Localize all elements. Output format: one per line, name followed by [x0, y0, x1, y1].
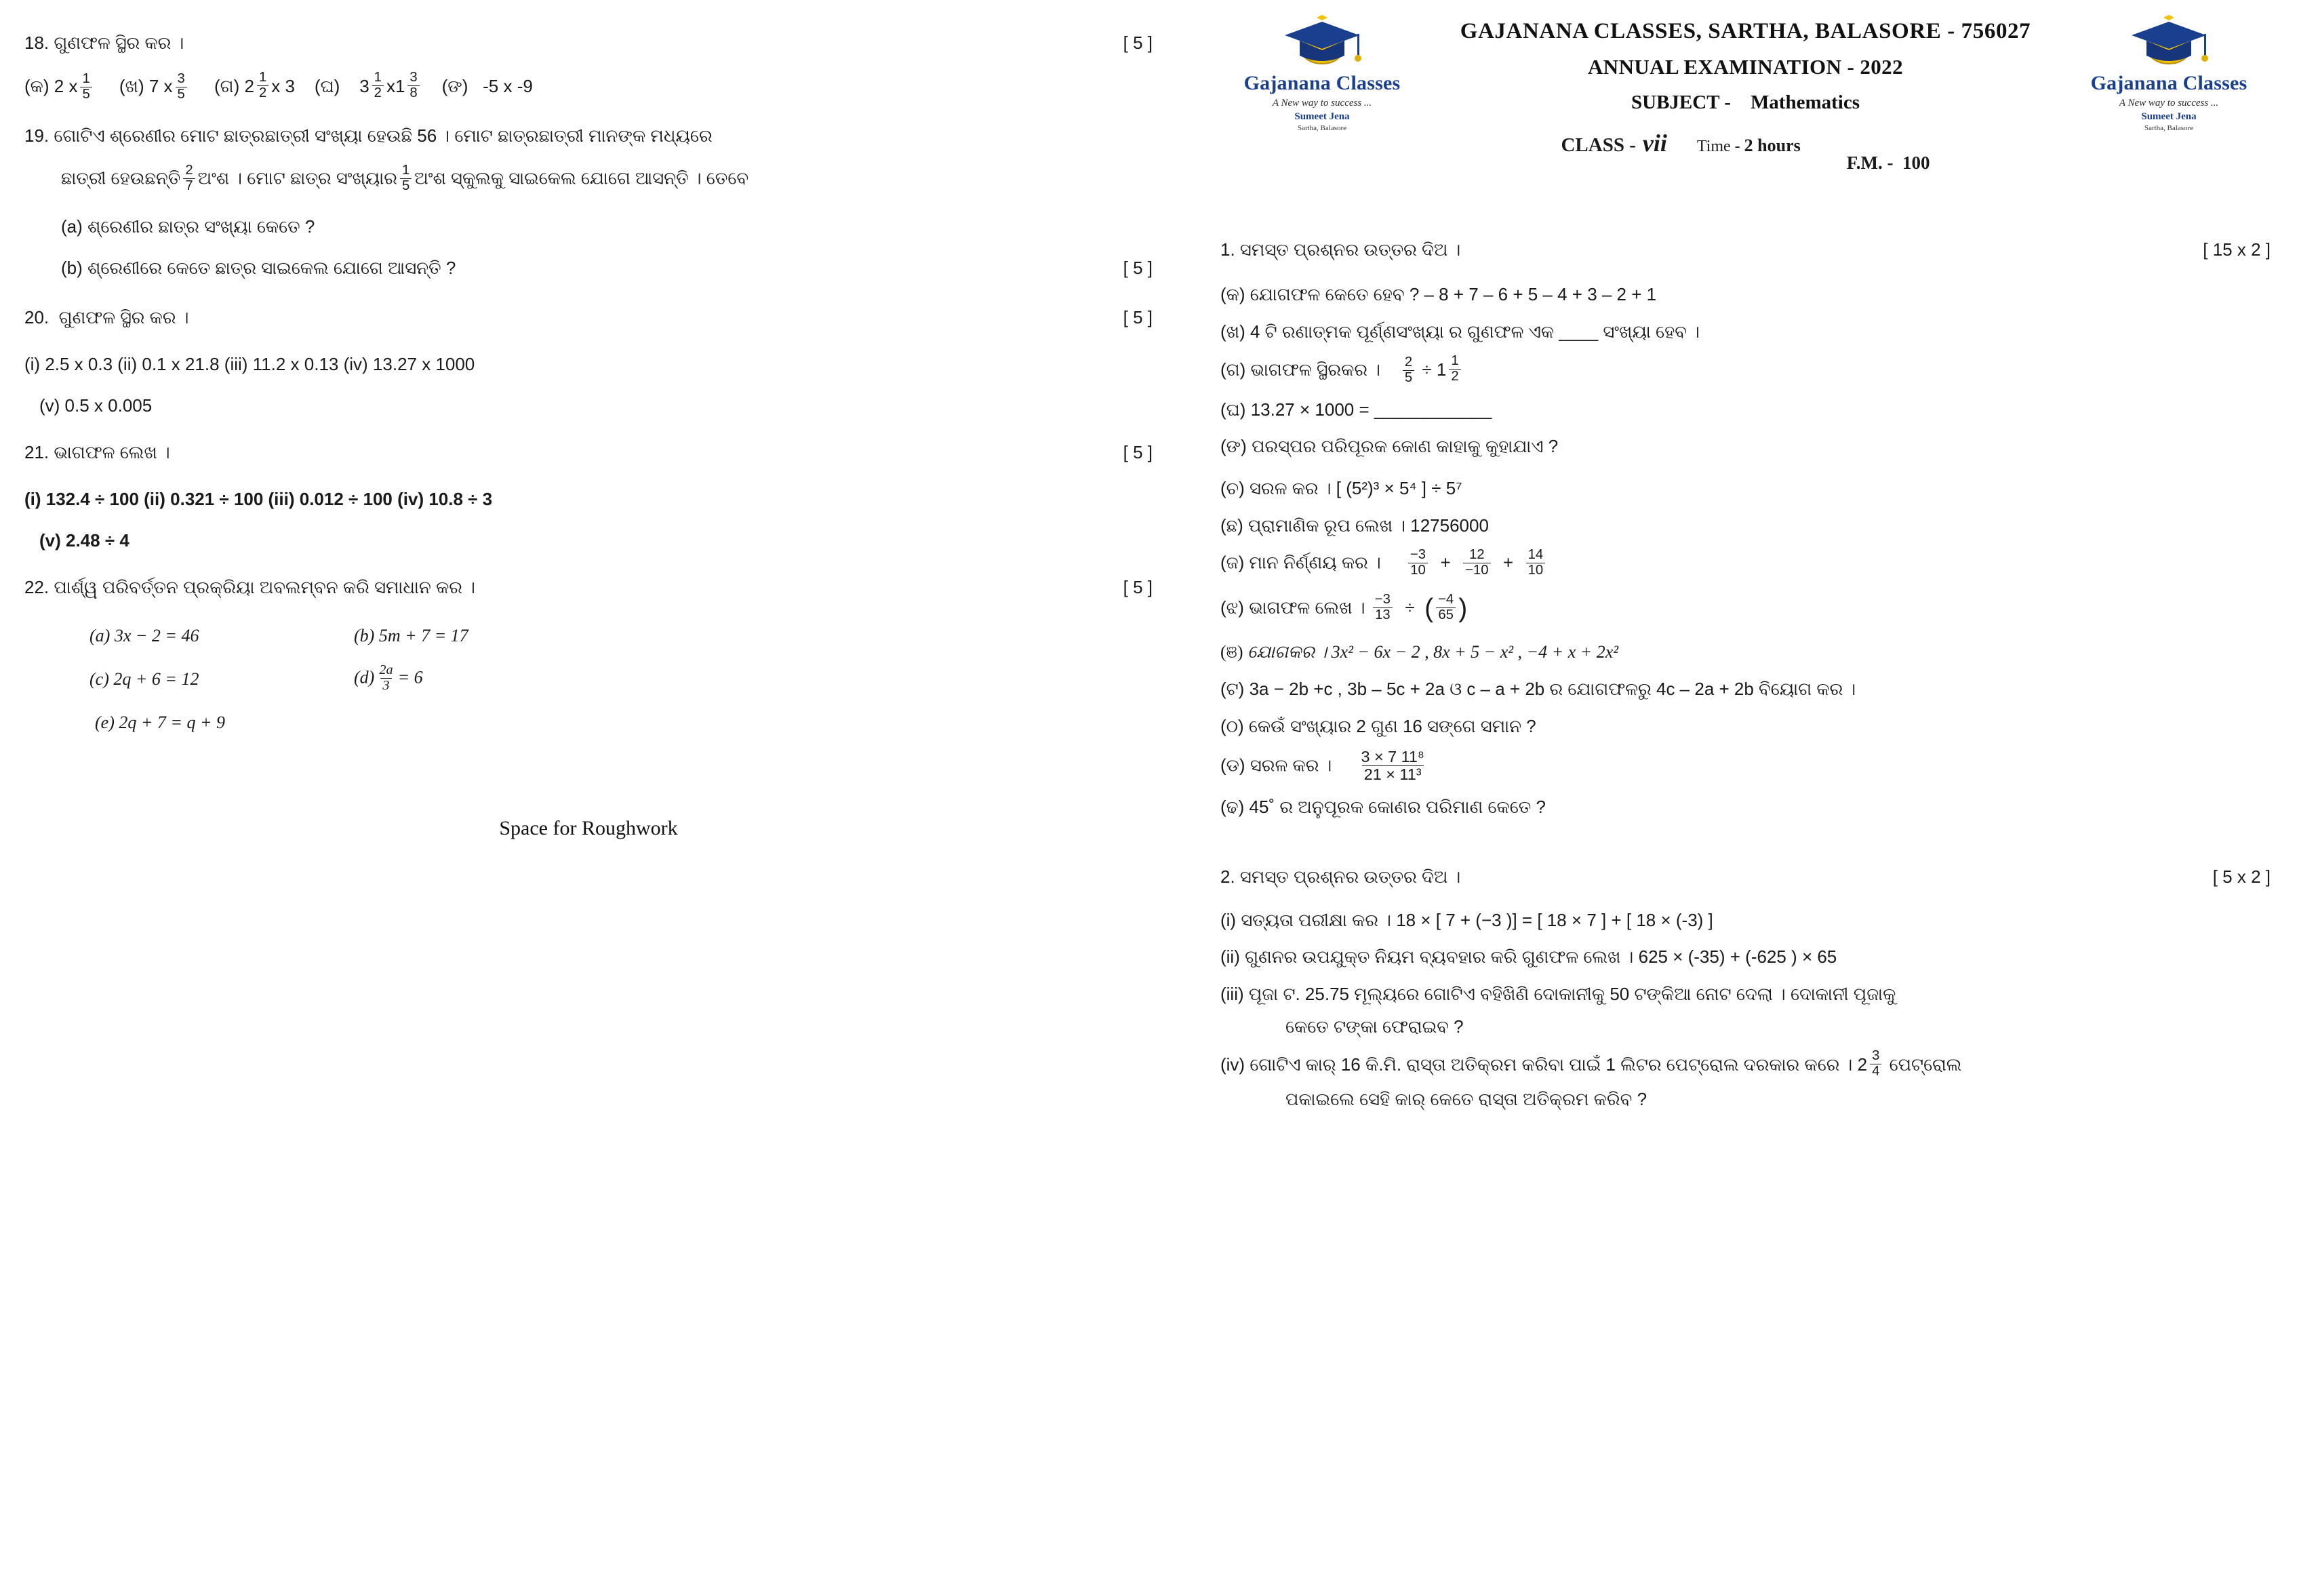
q18-text: ଗୁଣଫଳ ସ୍ଥିର କର ।: [54, 33, 184, 53]
question-18: [24, 30, 1153, 56]
item-text: ଗୁଣନର ଉପଯୁକ୍ତ ନିୟମ ବ୍ୟବହାର କରି ଗୁଣଫଳ ଲେଖ । 625 × (-35) + (-625 ) × 65: [1245, 946, 1837, 967]
mixed-number: 2 $\frac{1}{2}$: [244, 71, 271, 102]
mixed-number: 3 $\frac{1}{2}$: [359, 71, 386, 102]
q22-item-b: (b) 5m + 7 = 17: [354, 626, 468, 646]
q22-item-a: (a) 3x − 2 = 46: [89, 626, 199, 646]
time-label: Time -: [1696, 138, 1740, 155]
item-label: (ଝ): [1220, 597, 1244, 618]
q22-row-ab: [24, 622, 1153, 649]
item-text-after: ପେଟ୍ରୋଲ: [1889, 1054, 1962, 1075]
item-label: (ଘ): [1220, 399, 1246, 420]
logo-address: Sartha, Balasore: [2144, 124, 2194, 132]
q20-marks: [ 5 ]: [1123, 307, 1153, 328]
item-label: (i): [1220, 910, 1237, 931]
fullmarks-line: [1847, 153, 1930, 174]
item-text: ପୂଜା ଟ. 25.75 ମୂଲ୍ୟରେ ଗୋଟିଏ ବହିଖିଣି ଦୋକାନୀକୁ 50 ଟଙ୍କିଆ ନୋଟ ଦେଲା । ଦୋକାନୀ ପୂଜାକୁ: [1248, 983, 1896, 1004]
q1-item-chha: [1220, 512, 2271, 539]
q18-item-e-label: (ଙ): [441, 75, 468, 96]
q20-line1: (i) 2.5 x 0.3 (ii) 0.1 x 21.8 (iii) 11.2 x 0.13 (iv) 13.27 x 1000: [24, 354, 475, 375]
q21-number: 21.: [24, 442, 49, 463]
q20-text: ଗୁଣଫଳ ସ୍ଥିର କର ।: [58, 307, 189, 328]
mixed-number: 2 $\frac{3}{4}$: [1858, 1050, 1885, 1080]
fraction: $\frac{1}{5}$: [80, 72, 92, 102]
item-text: 3a − 2b +c , 3b – 5c + 2a ଓ c – a + 2b ର ଯୋଗଫଳରୁ 4c – 2a + 2b ବିୟୋଗ କର ।: [1249, 679, 1856, 700]
q19-line2-a: ଛାତ୍ରୀ ହେଉଛନ୍ତି: [61, 167, 181, 188]
q22-item-e: (e) 2q + 7 = q + 9: [95, 712, 225, 732]
logo-name: Gajanana Classes: [2090, 72, 2247, 94]
item-text: ଗୋଟିଏ କାର୍ 16 କି.ମି. ରାସ୍ତା ଅତିକ୍ରମ କରିବା ପାଇଁ 1 ଲିଟର ପେଟ୍ରୋଲ ଦରକାର କରେ ।: [1250, 1054, 1853, 1075]
q1-item-cha: [1220, 475, 2271, 502]
operator: +: [1502, 552, 1514, 573]
fraction: $\frac{2a}{3}$: [379, 662, 393, 694]
q1-item-ja: [1220, 548, 2271, 579]
q21-marks: [ 5 ]: [1123, 442, 1153, 463]
q18-item-b-label: (ଖ): [119, 75, 144, 96]
fm-label: F.M. -: [1846, 153, 1894, 173]
logo-right: [2067, 12, 2271, 132]
q2-item-i: [1220, 906, 2271, 934]
fraction: $\frac{-4}{65}$: [1436, 593, 1456, 623]
q2-number: 2.: [1220, 866, 1235, 887]
item-label: (ଗ): [1220, 359, 1246, 380]
item-text: ସରଳ କର ।: [1250, 755, 1332, 776]
question-19-line2: [24, 164, 1153, 195]
fraction: $\frac{-3}{13}$: [1373, 593, 1393, 623]
item-label: (ଡ): [1220, 755, 1245, 776]
fraction: $\frac{\text{3 × 7 11⁸}}{\text{21 × 11³}}$: [1361, 747, 1424, 784]
q1-item-dha: [1220, 793, 2271, 820]
q22-marks: [ 5 ]: [1123, 577, 1153, 598]
item-label: (ଚ): [1220, 478, 1245, 499]
item-label: (ଟ): [1220, 679, 1245, 700]
item-label: (iii): [1220, 983, 1244, 1004]
q2-marks: [ 5 x 2 ]: [2212, 866, 2271, 887]
class-value: vii: [1642, 129, 1667, 157]
question-19-sub-a: [24, 214, 1153, 240]
q18-item-b-expr: 7 x: [148, 75, 173, 96]
item-text: ମାନ ନିର୍ଣ୍ଣୟ କର ।: [1249, 552, 1381, 573]
q1-text: ସମସ୍ତ ପ୍ରଶ୍ନର ଉତ୍ତର ଦିଅ ।: [1239, 239, 1461, 260]
fraction: $\frac{2}{5}$: [1403, 355, 1414, 386]
q18-item-d-op: x: [386, 75, 395, 96]
q18-item-a-label: (କ): [24, 75, 49, 96]
mixed-number: 1 $\frac{3}{8}$: [395, 71, 422, 102]
item-text: ସରଳ କର । [ (5²)³ × 5⁴ ] ÷ 5⁷: [1250, 478, 1462, 499]
q21-line2: (v) 2.48 ÷ 4: [39, 530, 129, 551]
item-text: 4 ଟି ରଣାତ୍ମକ ପୂର୍ଣ୍ଣସଂଖ୍ୟା ର ଗୁଣଫଳ ଏକ ____ ସଂଖ୍ୟା ହେବ ।: [1250, 321, 1700, 342]
item-text: ଯୋଗଫଳ କେତେ ହେବ ? – 8 + 7 – 6 + 5 – 4 + 3 – 2 + 1: [1250, 284, 1657, 305]
q2-item-iv: [1220, 1050, 2271, 1113]
item-label: (ଢ): [1220, 797, 1245, 818]
q1-item-tha: [1220, 713, 2271, 740]
question-20: [24, 304, 1153, 331]
item-label: (କ): [1220, 284, 1245, 305]
q1-item-kha: [1220, 318, 2271, 345]
logo-name: Gajanana Classes: [1243, 72, 1401, 94]
q21-line1: (i) 132.4 ÷ 100 (ii) 0.321 ÷ 100 (iii) 0.012 ÷ 100 (iv) 10.8 ÷ 3: [24, 489, 493, 510]
logo-subtitle: Sumeet Jena: [2141, 111, 2197, 122]
operator: ÷: [1422, 359, 1432, 380]
paper-header: [1220, 8, 2271, 212]
q22-text: ପାର୍ଶ୍ୱ ପରିବର୍ତ୍ତନ ପ୍ରକ୍ରିୟା ଅବଲମ୍ବନ କରି ସମାଧାନ କର ।: [54, 577, 475, 598]
item-text: କେଉଁ ସଂଖ୍ୟାର 2 ଗୁଣ 16 ସଙ୍ଗେ ସମାନ ?: [1248, 715, 1536, 736]
graduation-cap-icon: [2124, 12, 2214, 71]
logo-subtitle: Sumeet Jena: [1294, 111, 1350, 122]
graduation-cap-icon: [1277, 12, 1367, 71]
question-2-header: [1220, 863, 2271, 890]
subject-value: Mathematics: [1750, 92, 1860, 113]
q19-text-line1: ଗୋଟିଏ ଶ୍ରେଣୀର ମୋଟ ଛାତ୍ରଛାତ୍ରୀ ସଂଖ୍ୟା ହେଉଛି 56 । ମୋଟ ଛାତ୍ରଛାତ୍ରୀ ମାନଙ୍କ ମଧ୍ୟରେ: [54, 125, 713, 146]
q2-item-ii: [1220, 943, 2271, 970]
q18-item-d-label: (ଘ): [314, 75, 340, 96]
fm-value: 100: [1902, 153, 1930, 173]
fraction: $\frac{14}{10}$: [1526, 548, 1546, 578]
q22-number: 22.: [24, 577, 49, 598]
q2-item-iv-line2: ପକାଇଲେ ସେହି କାର୍ କେତେ ରାସ୍ତା ଅତିକ୍ରମ କରିବ ?: [1285, 1089, 1647, 1110]
q18-item-a-expr: 2 x: [54, 75, 78, 96]
q2-item-iii-line2: କେତେ ଟଙ୍କା ଫେରାଇବ ?: [1285, 1016, 1464, 1037]
q1-marks: [ 15 x 2 ]: [2203, 239, 2271, 260]
q1-item-nya: [1220, 639, 2271, 666]
q18-number: 18.: [24, 33, 49, 53]
q18-marks: [ 5 ]: [1123, 33, 1153, 53]
time-value: 2 hours: [1744, 136, 1801, 155]
item-label: (ଙ): [1220, 435, 1247, 456]
time-line: [1697, 136, 1801, 156]
item-text: ଭାଗଫଳ ଲେଖ ।: [1249, 597, 1365, 618]
logo-left: [1220, 12, 1424, 132]
institute-name: GAJANANA CLASSES, SARTHA, BALASORE - 756027: [1460, 19, 2031, 43]
fraction: $\frac{2}{7}$: [183, 163, 195, 194]
question-1-header: [1220, 236, 2271, 263]
q19-line2-b: ଅଂଶ । ମୋଟ ଛାତ୍ର ସଂଖ୍ୟାର: [197, 167, 397, 188]
item-label: (iv): [1220, 1054, 1245, 1075]
fraction: $\frac{3}{5}$: [176, 72, 187, 102]
class-time-fm-line: [1220, 129, 2271, 173]
q1-item-ta: [1220, 675, 2271, 702]
q1-item-ka: [1220, 281, 2271, 308]
q1-item-ga: [1220, 355, 2271, 386]
q19-sub-b-text: (b) ଶ୍ରେଣୀରେ କେତେ ଛାତ୍ର ସାଇକେଲ ଯୋଗେ ଆସନ୍ତି ?: [61, 258, 456, 279]
question-19-line1: [24, 123, 1153, 149]
q18-item-c-expr: x 3: [271, 75, 295, 96]
subject-label: SUBJECT -: [1631, 92, 1731, 113]
item-label: (ଞ): [1220, 642, 1243, 662]
operator: +: [1440, 552, 1451, 573]
item-label: (ଖ): [1220, 321, 1245, 342]
q2-text: ସମସ୍ତ ପ୍ରଶ୍ନର ଉତ୍ତର ଦିଅ ।: [1239, 866, 1461, 887]
q21-text: ଭାଗଫଳ ଲେଖ ।: [54, 442, 170, 463]
q1-item-da: [1220, 749, 2271, 784]
fraction: $\frac{1}{5}$: [400, 163, 412, 194]
q18-item-e-expr: -5 x -9: [483, 75, 533, 96]
q22-item-c: (c) 2q + 6 = 12: [89, 669, 199, 690]
q19-marks: [ 5 ]: [1123, 258, 1153, 279]
question-19-sub-b: [24, 255, 1153, 281]
fraction: $\frac{12}{-10}$: [1463, 548, 1490, 578]
right-column: [1193, 0, 2318, 1596]
operator: ÷: [1405, 597, 1415, 618]
question-21: [24, 439, 1153, 466]
item-text: 13.27 × 1000 = ____________: [1250, 399, 1492, 420]
q2-item-iii: [1220, 980, 2271, 1041]
q1-item-jha: (ଝ) ଭାଗଫଳ ଲେଖ । $\frac{-3}{13}$ ÷ ( $\frac{-4}{65}$ ): [1220, 592, 1468, 623]
class-label: CLASS -: [1561, 134, 1636, 156]
q20-number: 20.: [24, 307, 49, 328]
class-line: [1561, 129, 1666, 157]
fraction: $\frac{-3}{10}$: [1408, 548, 1428, 578]
q1-item-gha: [1220, 396, 2271, 423]
item-text: ପ୍ରାମାଣିକ ରୂପ ଲେଖ । 12756000: [1248, 515, 1489, 536]
q19-line2-c: ଅଂଶ ସ୍କୁଲକୁ ସାଇକେଲ ଯୋଗେ ଆସନ୍ତି । ତେବେ: [414, 167, 749, 188]
item-text: ଭାଗଫଳ ସ୍ଥିରକର ।: [1250, 359, 1380, 380]
q18-item-c-label: (ଗ): [214, 75, 240, 96]
q22-row-cd: [24, 664, 1153, 694]
item-text: 45˚ ର ଅନୁପୂରକ କୋଣର ପରିମାଣ କେତେ ?: [1249, 797, 1546, 818]
q19-sub-a-text: (a) ଶ୍ରେଣୀର ଛାତ୍ର ସଂଖ୍ୟା କେତେ ?: [61, 216, 315, 237]
q1-number: 1.: [1220, 239, 1235, 260]
item-text: ପରସ୍ପର ପରିପୂରକ କୋଣ କାହାକୁ କୁହାଯାଏ ?: [1252, 435, 1559, 456]
exam-name: ANNUAL EXAMINATION - 2022: [1588, 55, 1903, 79]
q18-items: [24, 71, 1153, 102]
item-label: (ଜ): [1220, 552, 1245, 573]
q19-number: 19.: [24, 125, 49, 146]
logo-address: Sartha, Balasore: [1297, 124, 1347, 132]
logo-tagline: A New way to success ...: [1272, 98, 1372, 108]
question-22: [24, 574, 1153, 601]
logo-tagline: A New way to success ...: [2119, 98, 2219, 108]
item-label: (ଠ): [1220, 715, 1244, 736]
q22-item-d: (d) $\frac{2a}{3}$ = 6: [354, 662, 423, 694]
item-label: (ii): [1220, 946, 1240, 967]
item-label: (ଛ): [1220, 515, 1243, 536]
item-text: ଯୋଗକର । 3x² − 6x − 2 , 8x + 5 − x² , −4 + x + 2x²: [1247, 642, 1619, 662]
q1-item-nga: [1220, 433, 2271, 460]
mixed-number: 1 $\frac{1}{2}$: [1437, 355, 1464, 385]
roughwork-label: Space for Roughwork: [499, 816, 678, 839]
item-text: ସତ୍ୟତା ପରୀକ୍ଷା କର । 18 × [ 7 + (−3 )] = [ 18 × 7 ] + [ 18 × (-3) ]: [1241, 910, 1713, 931]
q20-line2: (v) 0.5 x 0.005: [39, 395, 153, 416]
